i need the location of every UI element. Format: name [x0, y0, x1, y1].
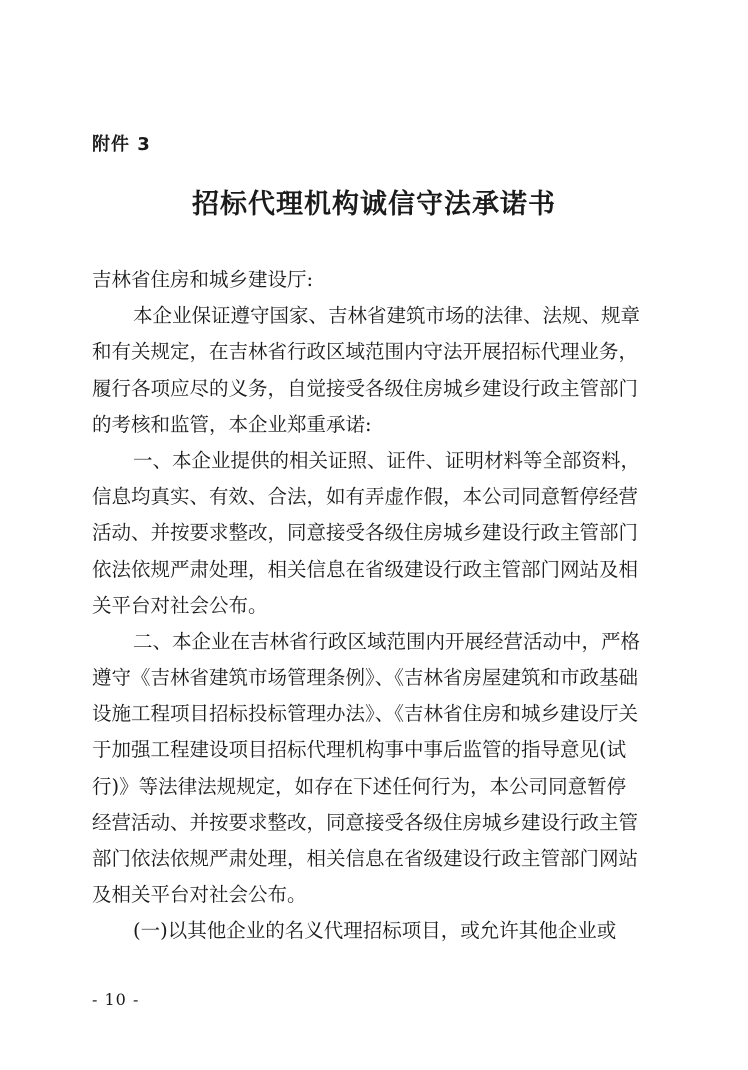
document-title: 招标代理机构诚信守法承诺书 [192, 189, 556, 220]
body-line: 的考核和监管，本企业郑重承诺: [92, 412, 372, 436]
body-line: 关平台对社会公布。 [92, 593, 268, 617]
body-line: 一、本企业提供的相关证照、证件、证明材料等全部资料， [133, 448, 641, 472]
body-line: 经营活动、并按要求整改，同意接受各级住房城乡建设行政主管 [92, 810, 639, 834]
body-line: 及相关平台对社会公布。 [92, 883, 307, 907]
body-line: 二、本企业在吉林省行政区域范围内开展经营活动中，严格 [133, 629, 641, 653]
body-line: 于加强工程建设项目招标代理机构事中事后监管的指导意见(试 [92, 738, 627, 762]
body-line-addressee: 吉林省住房和城乡建设厅: [92, 268, 314, 291]
page-number: - 10 - [92, 990, 140, 1009]
body-line: 履行各项应尽的义务，自觉接受各级住房城乡建设行政主管部门 [92, 376, 639, 400]
body-line: 依法依规严肃处理，相关信息在省级建设行政主管部门网站及相 [92, 557, 639, 581]
body-line: 信息均真实、有效、合法，如有弄虚作假，本公司同意暂停经营 [92, 485, 639, 509]
body-line: (一)以其他企业的名义代理招标项目，或允许其他企业或 [133, 919, 617, 943]
body-line: 行)》等法律法规规定，如存在下述任何行为，本公司同意暂停 [92, 774, 627, 798]
body-line: 本企业保证遵守国家、吉林省建筑市场的法律、法规、规章 [133, 304, 641, 328]
body-line: 遵守《吉林省建筑市场管理条例》、《吉林省房屋建筑和市政基础 [92, 666, 639, 690]
body-line: 活动、并按要求整改，同意接受各级住房城乡建设行政主管部门 [92, 521, 639, 545]
body-line: 设施工程项目招标投标管理办法》、《吉林省住房和城乡建设厅关 [92, 702, 639, 726]
attachment-label: 附件 3 [92, 134, 151, 155]
body-line: 部门依法依规严肃处理，相关信息在省级建设行政主管部门网站 [92, 847, 639, 870]
body-line: 和有关规定，在吉林省行政区域范围内守法开展招标代理业务， [92, 340, 639, 364]
document-body [92, 262, 672, 950]
